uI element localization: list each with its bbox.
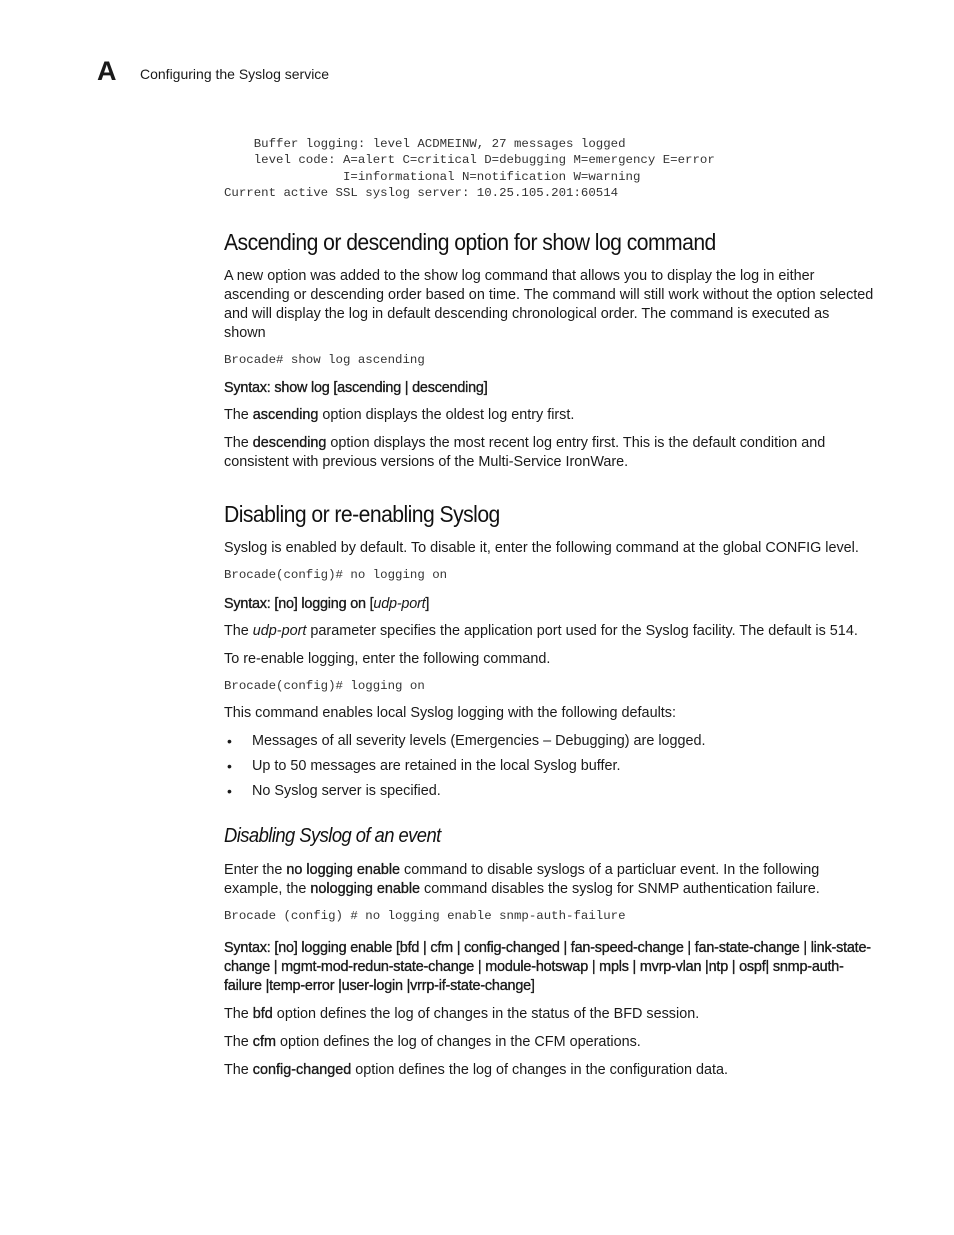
text-span: The [224,407,253,424]
appendix-letter: A [97,56,117,86]
text-span: option displays the most recent log entry first. This is the default condition and consistent with previous versions of the Multi-Service IronWare. [224,435,826,471]
paragraph-config-changed-option [224,1061,874,1080]
syntax-param-udp-port: udp-port [373,595,426,612]
defaults-list [224,732,874,801]
code-no-logging-on: Brocade(config)# no logging on [224,568,448,583]
list-item-text: Messages of all severity levels (Emergencies – Debugging) are logged. [252,733,706,750]
paragraph-syslog-enabled-default: Syslog is enabled by default. To disable it, enter the following command at the global CONFIG level. [224,540,859,557]
syntax-show-log-text: Syntax: show log [ascending | descending] [224,380,488,397]
code-logging-on: Brocade(config)# logging on [224,678,425,693]
keyword-ascending: ascending [252,407,319,424]
text-span: The [224,622,253,639]
code-block-buffer-logging: Buffer logging: level ACDMEINW, 27 messages logged level code: A=alert C=critical D=debugging M=emergency E=error I=informational N=notification W=warning Current active SSL syslog server: 10.25.105.201:60514 [224,137,715,200]
bullet-icon: • [227,733,232,750]
text-span: The [224,435,253,452]
page-content [224,136,874,1080]
syntax-no-logging-on [224,595,874,614]
paragraph-descending-option [224,434,874,472]
text-span: Enter the [224,862,287,879]
text-span: option defines the log of changes in the status of the BFD session. [272,1006,700,1023]
paragraph-defaults-intro: This command enables local Syslog logging with the following defaults: [224,705,676,722]
text-span: parameter specifies the application port used for the Syslog facility. The default is 514. [306,622,858,639]
param-udp-port: udp-port [252,622,307,639]
syntax-show-log [224,379,874,398]
subsection-heading-disabling-syslog-event: Disabling Syslog of an event [224,825,441,848]
bullet-icon: • [227,783,232,800]
keyword-nologging-enable: nologging enable [310,881,421,898]
syntax-text: Syntax: [no] logging on [ [224,595,374,612]
text-span: option displays the oldest log entry first. [318,407,575,424]
text-span: The [224,1062,253,1079]
syntax-logging-enable [224,939,874,996]
paragraph-cfm-option [224,1033,874,1052]
paragraph-reenable-logging: To re-enable logging, enter the following command. [224,650,551,667]
text-span: option defines the log of changes in the CFM operations. [275,1034,641,1051]
running-header-title: Configuring the Syslog service [140,66,330,82]
text-span: option defines the log of changes in the configuration data. [351,1062,729,1079]
code-show-log-ascending: Brocade# show log ascending [224,353,425,368]
section-heading-ascending-descending: Ascending or descending option for show log command [224,229,716,256]
paragraph-ascending-option [224,406,874,425]
keyword-descending: descending [252,435,327,452]
keyword-config-changed: config-changed [252,1062,352,1079]
paragraph-show-log-intro: A new option was added to the show log command that allows you to display the log in either ascending or descending order based on time. The command will still work without the option selected and will display the log in default descending chronological order. The command is executed as shown [224,268,874,342]
keyword-cfm: cfm [252,1034,276,1051]
list-item-text: No Syslog server is specified. [252,783,441,800]
list-item [224,732,874,751]
syntax-logging-enable-text: Syntax: [no] logging enable [bfd | cfm | config-changed | fan-speed-change | fan-state-change | link-state-change | mgmt-mod-redun-state-change | module-hotswap | mpls | mvrp-vlan |ntp | ospf| snmp-auth-failure |temp-error |user-login |vrrp-if-state-change] [224,940,871,995]
paragraph-no-logging-enable [224,861,874,899]
syntax-text: ] [425,595,430,612]
text-span: The [224,1006,253,1023]
paragraph-udp-port [224,622,874,641]
section-heading-disabling-syslog: Disabling or re-enabling Syslog [224,501,500,528]
code-no-logging-enable-snmp: Brocade (config) # no logging enable snmp-auth-failure [224,909,626,924]
text-span: The [224,1034,253,1051]
list-item-text: Up to 50 messages are retained in the local Syslog buffer. [252,758,621,775]
keyword-no-logging-enable: no logging enable [286,862,401,879]
keyword-bfd: bfd [252,1006,273,1023]
bullet-icon: • [227,758,232,775]
text-span: command to disable syslogs of a particluar event. In the following example, the [224,862,820,898]
text-span: command disables the syslog for SNMP authentication failure. [420,881,820,898]
list-item [224,782,874,801]
paragraph-bfd-option [224,1005,874,1024]
list-item [224,757,874,776]
